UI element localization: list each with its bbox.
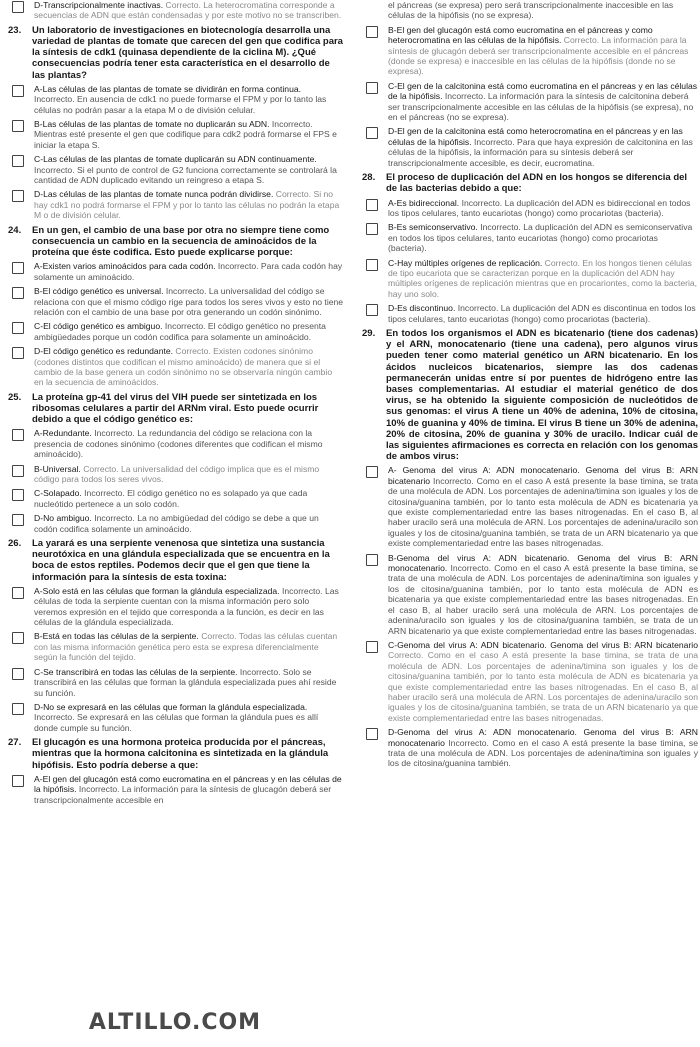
question-text: El glucagón es una hormona proteica producida por el páncreas, mientras que la hormona calcitonina es sintetizada en la glándula hipófisis. Esto podría deberse a que: bbox=[32, 737, 329, 771]
option-label: A-Existen varios aminoácidos para cada codón. bbox=[34, 261, 216, 272]
answer-option bbox=[362, 126, 698, 168]
option-explanation: La información para la síntesis de glucagón deberá ser transcripcionalmente accesible en el páncreas (donde se expresa) e inaccesible en las células de la hipófisis (donde no se expresa). bbox=[388, 35, 689, 77]
option-status: Incorrecto. bbox=[281, 585, 323, 596]
option-label: B-Las células de las plantas de tomate no duplicarán su ADN. bbox=[34, 119, 270, 130]
answer-checkbox[interactable] bbox=[366, 199, 378, 211]
option-status: Incorrecto. bbox=[78, 784, 120, 795]
option-text bbox=[388, 465, 698, 548]
option-text bbox=[34, 488, 344, 509]
option-text bbox=[388, 126, 698, 168]
answer-checkbox[interactable] bbox=[12, 262, 24, 274]
question bbox=[8, 225, 344, 259]
question bbox=[362, 172, 698, 194]
option-explanation: En ausencia de cdk1 no puede formarse el FPM y por lo tanto las células no podrán pasar a la etapa M o de división celular. bbox=[34, 94, 327, 115]
option-status: Incorrecto. bbox=[34, 164, 75, 175]
option-explanation: La no ambigüedad del código se debe a que un codón codifica solamente un aminoácido. bbox=[34, 513, 319, 534]
option-label: D-Transcripcionalmente inactivas. bbox=[34, 0, 164, 10]
option-text bbox=[388, 0, 698, 21]
option-label: A-Redundante. bbox=[34, 428, 92, 439]
answer-option bbox=[8, 286, 344, 317]
answer-option bbox=[8, 261, 344, 282]
option-explanation: Mientras esté presente el gen que codifique para cdk2 podrá formarse el FPS e iniciar la etapa S. bbox=[34, 129, 337, 150]
option-status: Incorrecto. bbox=[480, 222, 521, 233]
answer-checkbox[interactable] bbox=[366, 127, 378, 139]
option-continuation bbox=[362, 0, 698, 21]
answer-option bbox=[8, 513, 344, 534]
option-label: B-Está en todas las células de la serpiente. bbox=[34, 631, 199, 642]
answer-option bbox=[362, 553, 698, 636]
option-label: D-El gen de la calcitonina está como heterocromatina en el páncreas y en las células de la hipófisis. bbox=[388, 126, 683, 147]
question bbox=[362, 328, 698, 462]
option-label: A- Genoma del virus A: ADN monocatenario. Genoma del virus B: ARN bicatenario bbox=[388, 465, 698, 486]
answer-option bbox=[362, 727, 698, 769]
option-status: Incorrecto. bbox=[217, 261, 259, 272]
answer-checkbox[interactable] bbox=[12, 287, 24, 299]
option-label: D-No se expresará en las células que forman la glándula especializada. bbox=[34, 701, 308, 712]
answer-option bbox=[362, 198, 698, 219]
option-explanation: La universalidad del código se relaciona con que el mismo código rige para todos los seres vivos y esto no tiene relación con el cambio de una base por otra generando un codón sinónimo. bbox=[34, 286, 344, 317]
answer-checkbox[interactable] bbox=[12, 155, 24, 167]
option-status: Incorrecto. bbox=[34, 712, 75, 723]
answer-checkbox[interactable] bbox=[12, 489, 24, 501]
answer-option bbox=[8, 586, 344, 628]
watermark-logo: ALTILLO.COM bbox=[88, 1010, 262, 1035]
option-text bbox=[34, 513, 344, 534]
answer-checkbox[interactable] bbox=[366, 641, 378, 653]
answer-option bbox=[8, 321, 344, 342]
option-explanation: La redundancia del código se relaciona con la presencia de codones sinónimo (codones diferentes que codifican el mismo aminoácido). bbox=[34, 428, 323, 460]
option-explanation: La información para la síntesis de calcitonina deberá ser transcripcionalmente accesible en las células de la hipófisis (se expresa), no en el páncreas (no se expresa). bbox=[388, 91, 694, 123]
option-text bbox=[34, 667, 344, 698]
option-status: Incorrecto. bbox=[433, 475, 474, 486]
option-text bbox=[34, 119, 344, 150]
right-column bbox=[362, 0, 698, 773]
option-status: Correcto. bbox=[563, 35, 600, 46]
option-status: Incorrecto. bbox=[271, 119, 313, 130]
option-label: C-Genoma del virus A: ADN bicatenario. Genoma del virus B: ARN bicatenario bbox=[388, 639, 698, 650]
answer-checkbox[interactable] bbox=[12, 668, 24, 680]
question-number: 28. bbox=[362, 172, 376, 184]
option-status: Incorrecto. bbox=[84, 488, 125, 499]
option-status: Incorrecto. bbox=[94, 428, 135, 439]
option-text bbox=[34, 631, 344, 662]
option-explanation: Para que haya expresión de calcitonina en las células de la hipófisis, la información para su síntesis deberá ser transcripcionalmente accesible, es decir, eucromatina. bbox=[388, 136, 693, 168]
answer-option bbox=[8, 667, 344, 698]
option-label: C-Solapado. bbox=[34, 488, 82, 499]
option-status: Correcto. bbox=[275, 189, 312, 200]
question-text: En un gen, el cambio de una base por otra no siempre tiene como consecuencia un cambio en la secuencia de aminoácidos de la proteína que éste codifica. Esto puede explicarse porque: bbox=[32, 224, 330, 259]
option-status: Incorrecto. bbox=[448, 737, 489, 748]
answer-checkbox[interactable] bbox=[12, 120, 24, 132]
option-text bbox=[388, 258, 698, 300]
answer-checkbox[interactable] bbox=[366, 466, 378, 478]
option-text bbox=[388, 198, 698, 219]
option-label: B-Es semiconservativo. bbox=[388, 222, 478, 233]
option-explanation: Las células de toda la serpiente cuentan con la misma información pero solo veremos expresión en el tejido que corresponda a la función, es decir en las células de la glándula especializada. bbox=[34, 585, 339, 628]
answer-checkbox[interactable] bbox=[12, 1, 24, 13]
question bbox=[8, 538, 344, 583]
option-label: C-Hay múltiples orígenes de replicación. bbox=[388, 257, 543, 268]
question-text: El proceso de duplicación del ADN en los hongos se diferencia del de las bacterias debido a que: bbox=[386, 172, 688, 195]
question-text: Un laboratorio de investigaciones en biotecnología desarrolla una variedad de plantas de tomate que carecen del gen que codifica para la síntesis de cdk1 (quinasa dependiente de la ciclina M). ¿Qué consecuencias podría tener esta característica en el desarrollo de las plantas? bbox=[32, 24, 343, 81]
answer-option bbox=[8, 702, 344, 733]
answer-checkbox[interactable] bbox=[12, 587, 24, 599]
option-explanation: En los hongos tienen células de tipo eucariota que se caracterizan porque en la duplicación del ADN hay múltiples orígenes de replicación mientras que en procariontes, como la bacteria, hay uno solo. bbox=[388, 257, 698, 299]
option-status: Correcto. bbox=[175, 346, 211, 357]
option-status: Correcto. bbox=[83, 463, 119, 474]
option-text bbox=[34, 774, 344, 805]
answer-checkbox[interactable] bbox=[366, 82, 378, 94]
option-status: Incorrecto. bbox=[450, 563, 492, 574]
option-label: D-Genoma del virus A: ADN monocatenario. Genoma del virus B: ARN monocatenario bbox=[388, 727, 698, 748]
question bbox=[8, 737, 344, 771]
answer-checkbox[interactable] bbox=[366, 304, 378, 316]
option-status: Incorrecto. bbox=[164, 321, 206, 332]
answer-checkbox[interactable] bbox=[12, 347, 24, 359]
option-label: C-El código genético es ambiguo. bbox=[34, 321, 163, 332]
answer-option bbox=[362, 25, 698, 77]
option-text bbox=[34, 0, 344, 21]
answer-option bbox=[362, 258, 698, 300]
answer-option bbox=[8, 774, 344, 805]
question-text: En todos los organismos el ADN es bicatenario (tiene dos cadenas) y el ARN, monocatenario (tiene una cadena), pero algunos virus pueden tener como material genético un ARN bicatenario. En los ácidos nucleicos bicatenarios, siempre las dos cadenas permanecerán unidas entre sí por puentes de hidrógeno entre las bases complementarias. Al estudiar el material genético de dos virus, se ha obtenido la siguiente composición de nucleótidos de sus genomas: el virus A tiene un 40% de adenina, 10% de citosina, 10% de guanina y 40% de timina. El virus B tiene un 30% de adenina, 20% de citosina, 20% de guanina y 30% de uracilo. Indicar cuál de las siguientes afirmaciones es correcta en relación con los genomas de ambos virus: bbox=[386, 327, 698, 463]
option-status: Correcto. bbox=[201, 631, 237, 642]
left-column bbox=[8, 0, 344, 809]
option-explanation: Como en el caso A está presente la base timina, se trata de una molécula de ADN. Los porcentajes de adenina/timina son iguales y los de citosina/guanina también, por lo tanto esta molécula de ADN es bicatenaria ya que existe complementariedad entre las bases nitrogenadas. En el caso B, al haber uracilo será una molécula de ARN. Los porcentajes de adenina/uracilo son iguales y los de citosina/guanina también, se trata de un ARN bicatenario ya que existe complementariedad entre las bases nitrogenadas. bbox=[388, 650, 698, 723]
spacer bbox=[362, 0, 388, 21]
option-explanation: Como en el caso A está presente la base timina, se trata de una molécula de ADN. Los porcentajes de adenina/timina son iguales y los de citosina/guanina también, por lo tanto esta molécula de ADN es bicatenaria ya que existe complementariedad entre las bases nitrogenadas. En el caso B, al haber uracilo será una molécula de ARN. Los porcentajes de adenina/uracilo son iguales y los de citosina/guanina también, se trata de un ARN bicatenario ya que existe complementariedad entre las bases nitrogenadas. bbox=[388, 563, 698, 636]
option-text bbox=[34, 346, 344, 388]
answer-option bbox=[362, 222, 698, 253]
option-explanation: el páncreas (se expresa) pero será transcripcionalmente inaccesible en las células de la hipófisis (no se expresa). bbox=[388, 0, 674, 21]
question bbox=[8, 392, 344, 426]
answer-option bbox=[8, 631, 344, 662]
answer-checkbox[interactable] bbox=[12, 322, 24, 334]
question-number: 26. bbox=[8, 538, 22, 550]
option-label: D-Las células de las plantas de tomate nunca podrán dividirse. bbox=[34, 189, 274, 200]
question-number: 24. bbox=[8, 224, 22, 236]
answer-checkbox[interactable] bbox=[12, 632, 24, 644]
answer-checkbox[interactable] bbox=[366, 259, 378, 271]
option-explanation: Si no hay cdk1 no podrá formarse el FPM y por lo tanto las células no podrán la etapa M o de división celular. bbox=[34, 189, 340, 221]
option-label: A-Es bidireccional. bbox=[388, 197, 460, 208]
option-explanation: Existen codones sinónimo (codones distintos que codifican el mismo aminoácido) de manera que si el cambio de la base genera un codón sinónimo no se observaría ningún cambio en la secuencia de aminoácidos. bbox=[34, 346, 333, 388]
answer-checkbox[interactable] bbox=[12, 465, 24, 477]
option-explanation: La duplicación del ADN es discontinua en todos los tipos celulares, tanto eucariotas (hongo) como procariotas (bacteria). bbox=[388, 303, 696, 324]
question-number: 25. bbox=[8, 391, 22, 403]
answer-checkbox[interactable] bbox=[12, 190, 24, 202]
answer-checkbox[interactable] bbox=[12, 514, 24, 526]
option-explanation: Solo se transcribirá en las células que forman la glándula especializada pues ahí reside su función. bbox=[34, 666, 337, 698]
question-number: 27. bbox=[8, 737, 22, 749]
option-label: D-Es discontinuo. bbox=[388, 303, 456, 314]
option-text bbox=[34, 286, 344, 317]
question-text: La proteína gp-41 del virus del VIH puede ser sintetizada en los ribosomas celulares a partir del ARNm viral. Esto puede ocurrir debido a que el código genético es: bbox=[32, 391, 319, 426]
option-text bbox=[34, 189, 344, 220]
answer-checkbox[interactable] bbox=[366, 554, 378, 566]
question-number: 29. bbox=[362, 327, 376, 339]
option-explanation: El código genético no presenta ambigüedades porque un codón codifica para solamente un aminoácido. bbox=[34, 321, 326, 342]
option-explanation: Todas las células cuentan con las misma información genética pero esta se expresa diferencialmente según la función del tejido. bbox=[34, 631, 338, 663]
answer-option bbox=[8, 84, 344, 115]
option-explanation: Se expresará en las células que forman la glándula pues es allí donde cumple su función. bbox=[34, 712, 319, 733]
option-text bbox=[34, 154, 344, 185]
answer-option bbox=[8, 346, 344, 388]
option-status: Incorrecto. bbox=[94, 513, 135, 524]
option-explanation: La universalidad del código implica que es el mismo código para todos los seres vivos. bbox=[34, 463, 320, 485]
answer-checkbox[interactable] bbox=[12, 429, 24, 441]
answer-option bbox=[362, 640, 698, 723]
option-text bbox=[34, 464, 344, 485]
option-label: B-Genoma del virus A: ADN bicatenario. Genoma del virus B: ARN monocatenario. bbox=[388, 552, 698, 574]
option-status: Incorrecto. bbox=[444, 91, 486, 102]
answer-checkbox[interactable] bbox=[12, 703, 24, 715]
answer-option bbox=[362, 303, 698, 324]
option-explanation: Si el punto de control de G2 funciona correctamente se controlará la cantidad de ADN duplicado evitando un reingreso a etapa S. bbox=[34, 164, 337, 186]
option-explanation: Como en el caso A está presente la base timina, se trata de una molécula de ADN. Los porcentajes de adenina/timina son iguales y los de citosina/guanina también, por lo tanto esta molécula de ADN es bicatenaria ya que existe complementariedad entre las bases nitrogenadas. En el caso B, al haber uracilo será una molécula de ARN. Los porcentajes de adenina/uracilo son iguales y los de citosina/guanina también, se trata de un ARN bicatenario ya que existe complementariedad entre las bases nitrogenadas. bbox=[388, 475, 699, 549]
question-text: La yarará es una serpiente venenosa que sintetiza una sustancia neurotóxica en una glándula especializada que se encuentra en la boca de estos reptiles. Podemos decir que el gen que tiene la información para la síntesis de esta toxina: bbox=[32, 538, 330, 583]
option-text bbox=[34, 84, 344, 115]
option-label: B-Universal. bbox=[34, 463, 81, 474]
option-text bbox=[388, 727, 698, 769]
option-status: Incorrecto. bbox=[34, 94, 75, 105]
option-status: Incorrecto. bbox=[239, 666, 281, 677]
option-label: A-Solo está en las células que forman la glándula especializada. bbox=[34, 585, 280, 596]
answer-option bbox=[8, 488, 344, 509]
answer-option bbox=[8, 189, 344, 220]
option-label: C-Se transcribirá en todas las células de la serpiente. bbox=[34, 666, 238, 677]
option-explanation: La duplicación del ADN es semiconservativa en todos los tipos celulares, tanto eucariotas (hongo) como procariotas (bacteria). bbox=[388, 222, 693, 254]
option-explanation: El código genético no es solapado ya que cada nucleótido pertenece a un solo codón. bbox=[34, 488, 308, 509]
answer-option bbox=[8, 119, 344, 150]
option-status: Incorrecto. bbox=[461, 197, 503, 208]
option-text bbox=[388, 222, 698, 253]
option-label: C-El gen de la calcitonina está como eucromatina en el páncreas y en las células de la hipófisis. bbox=[388, 80, 698, 102]
answer-option bbox=[8, 0, 344, 21]
answer-option bbox=[362, 465, 698, 548]
option-label: A-El gen del glucagón está como eucromatina en el páncreas y en las células de la hipófisis. bbox=[34, 773, 342, 795]
option-label: D-El código genético es redundante. bbox=[34, 346, 174, 357]
option-label: C-Las células de las plantas de tomate duplicarán su ADN continuamente. bbox=[34, 154, 317, 165]
option-text bbox=[34, 261, 344, 282]
option-label: B-El gen del glucagón está como eucromatina en el páncreas y como heterocromatina en las células de la hipófisis. bbox=[388, 24, 653, 46]
option-status: Incorrecto. bbox=[457, 303, 499, 314]
option-text bbox=[388, 553, 698, 636]
option-explanation: La información para la síntesis de glucagón deberá ser transcripcionalmente accesible en bbox=[34, 784, 332, 805]
option-status: Correcto. bbox=[544, 257, 581, 268]
option-explanation: Como en el caso A está presente la base timina, se trata de una molécula de ADN. Los porcentajes de adenina/timina son iguales y los de citosina/guanina también. bbox=[388, 737, 698, 769]
option-label: B-El código genético es universal. bbox=[34, 286, 164, 297]
option-status: Incorrecto. bbox=[165, 286, 207, 297]
option-label: D-No ambiguo. bbox=[34, 513, 92, 524]
option-explanation: La duplicación del ADN es bidireccional en todos los tipos celulares, tanto eucariotas (hongo) como procariotas (bacteria). bbox=[388, 197, 691, 218]
answer-checkbox[interactable] bbox=[366, 26, 378, 38]
answer-checkbox[interactable] bbox=[12, 85, 24, 97]
question-number: 23. bbox=[8, 24, 22, 36]
option-label: A-Las células de las plantas de tomate se dividirán en forma continua. bbox=[34, 83, 302, 94]
option-text bbox=[34, 586, 344, 628]
option-text bbox=[388, 25, 698, 77]
answer-option bbox=[362, 81, 698, 123]
answer-option bbox=[8, 464, 344, 485]
answer-checkbox[interactable] bbox=[12, 775, 24, 787]
answer-checkbox[interactable] bbox=[366, 223, 378, 235]
option-status: Correcto. bbox=[165, 0, 201, 10]
option-status: Correcto. bbox=[388, 650, 424, 661]
option-text bbox=[34, 428, 344, 459]
answer-checkbox[interactable] bbox=[366, 728, 378, 740]
option-text bbox=[34, 702, 344, 733]
answer-option bbox=[8, 154, 344, 185]
option-explanation: La heterocromatina corresponde a secuencias de ADN que están condensadas y por este motivo no se transcriben. bbox=[34, 0, 342, 21]
option-explanation: Para cada codón hay solamente un aminoácido. bbox=[34, 261, 343, 282]
option-status: Incorrecto. bbox=[474, 136, 515, 147]
option-text bbox=[34, 321, 344, 342]
answer-option bbox=[8, 428, 344, 459]
option-text bbox=[388, 81, 698, 123]
question bbox=[8, 25, 344, 81]
option-text bbox=[388, 303, 698, 324]
option-text bbox=[388, 640, 698, 723]
